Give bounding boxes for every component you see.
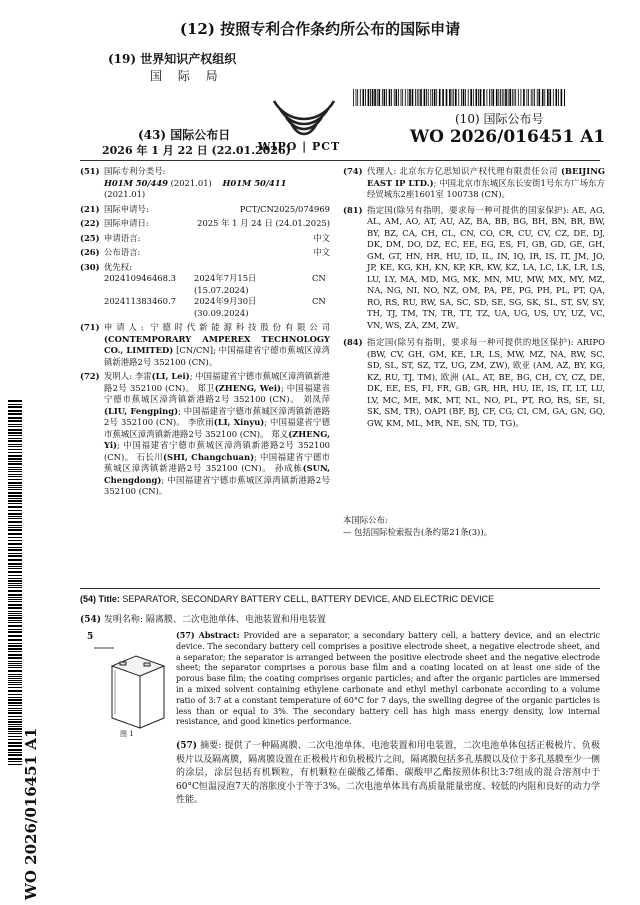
header-divider	[80, 160, 600, 161]
ipc-code-2: H01M 50/411	[222, 177, 287, 188]
publication-date: 2026 年 1 月 22 日 (22.01.2026)	[102, 144, 291, 157]
field-22: (22) 国际申请日: 2025 年 1 月 24 日 (24.01.2025)	[80, 218, 330, 228]
bibliographic-right-column	[343, 166, 605, 432]
bureau-name: 国 际 局	[150, 69, 224, 83]
barcode-horizontal	[353, 89, 565, 106]
organization-name: (19) 世界知识产权组织	[108, 52, 237, 66]
side-publication-number: WO 2026/016451 A1	[22, 727, 40, 900]
document-type-title: (12) 按照专利合作条约所公布的国际申请	[179, 20, 461, 38]
field-30: (30) 优先权: 202410946468.3 2024年7月15日 (15.07.2024) CN 202411383460.7 2024年9月30日 (30.09.2024) CN	[80, 262, 330, 320]
title-english: (54) Title: SEPARATOR, SECONDARY BATTERY CELL, BATTERY DEVICE, AND ELECTRIC DEVICE	[80, 594, 495, 604]
title-divider	[80, 588, 600, 589]
priority-row: 202411383460.7 2024年9月30日 (30.09.2024) CN	[104, 296, 326, 318]
field-26: (26) 公布语言: 中文	[80, 247, 330, 257]
field-25: (25) 申请语言: 中文	[80, 232, 330, 243]
published-with: 本国际公布: — 包括国际检索报告(条约第21条(3))。	[343, 515, 492, 537]
field-84-regional-states: (84) 指定国(除另有指明，要求每一种可提供的地区保护): ARIPO (BW, CV, GH, GM, KE, LR, LS, MW, MZ, NA, RW, SC, SD, SL, ST, SZ, TZ, UG, ZM, ZW), 欧亚 (AM, AZ, BY, KG, KZ, RU, TJ, TM), 欧洲 (AL, AT, BE, BG, CH, CY, CZ, DE, DK, EE, ES, FI, FR, GB, GR, HR, HU, IE, IS, IT, LT, LU, LV, MC, ME, MK, MT, NL, NO, PL, PT, RO, RS, SE, SI, SK, SM, TR), OAPI (BF, BJ, CF, CG, CI, CM, GA, GN, GQ, GW, KM, ML, MR, NE, SN, TD, TG)。	[343, 337, 605, 428]
publication-date-label: (43) 国际公布日	[138, 128, 231, 142]
abstract-chinese: (57) 摘要: 提供了一种隔离膜、二次电池单体、电池装置和用电装置，二次电池单体包括正极极片、负极极片以及隔离膜，隔离膜设置在正极极片和负极极片之间，隔离膜包括多孔基膜以及位于多孔基膜至少一侧的涂层，涂层包括有机颗粒，有机颗粒在碳酸乙烯酯、碳酸甲乙酯按照体积比3:7组成的混合溶剂中于60°C恒温浸泡7天的溶胀度小于等于3%。二次电池单体具有高质量能量密度、较低的内阻和良好的动力学性能。	[176, 741, 600, 805]
field-72-inventors: (72) 发明人: 李雷(LI, Lei); 中国福建省宁德市蕉城区漳湾镇新港路2号 352100 (CN)。 郑卫(ZHENG, Wei); 中国福建省宁德市蕉城区漳湾镇新港路2号 352100 (CN)。 刘凤萍(LIU, Fengping); 中国福建省宁德市蕉城区漳湾镇新港路2号 352100 (CN)。 李欣雨(LI, Xinyu); 中国福建省宁德市蕉城区漳湾镇新港路2号 352100 (CN)。 郑义(ZHENG, Yi); 中国福建省宁德市蕉城区漳湾镇新港路2号 352100 (CN)。 石长川(SHI, Changchuan); 中国福建省宁德市蕉城区漳湾镇新港路2号 352100 (CN)。 孙成栋(SUN, Chengdong); 中国福建省宁德市蕉城区漳湾镇新港路2号 352100 (CN)。	[80, 371, 331, 496]
wipo-pct-wordmark: WIPO | PCT	[258, 140, 341, 153]
title-chinese: (54) 发明名称: 隔离膜、二次电池单体、电池装置和用电装置	[80, 615, 326, 625]
figure-caption: 图 1	[120, 730, 134, 738]
priority-row: 202410946468.3 2024年7月15日 (15.07.2024) CN	[104, 273, 326, 295]
field-71-applicant: (71) 申请人: 宁德时代新能源科技股份有限公司 (CONTEMPORARY AMPEREX TECHNOLOGY CO., LIMITED) [CN/CN]; 中国福建省宁德市蕉城区漳湾镇新港路2号 352100 (CN)。	[80, 322, 330, 367]
ipc-label: 国际专利分类号:	[104, 166, 166, 176]
bibliographic-left-column	[80, 166, 330, 501]
publication-number: WO 2026/016451 A1	[410, 127, 606, 147]
battery-cell-figure	[92, 644, 172, 730]
field-51: (51) 国际专利分类号: H01M 50/449 (2021.01) H01M 50/411 (2021.01)	[80, 166, 330, 201]
barcode-vertical	[8, 400, 22, 765]
filing-date: 2025 年 1 月 24 日 (24.01.2025)	[197, 218, 330, 228]
figure-reference-number: 5	[87, 632, 94, 642]
ipc-code-1: H01M 50/449	[104, 177, 168, 188]
field-74-agent: (74) 代理人: 北京东方亿思知识产权代理有限责任公司 (BEIJING EAST IP LTD.); 中国北京市东城区东长安街1号东方广场东方经贸城东2座1601室 100738 (CN)。	[343, 166, 605, 199]
field-81-designated-states: (81) 指定国(除另有指明，要求每一种可提供的国家保护): AE, AG, AL, AM, AO, AT, AU, AZ, BA, BB, BG, BH, BN, BR, BW, BY, BZ, CA, CH, CL, CN, CO, CR, CU, CV, CZ, DE, DJ, DK, DM, DO, DZ, EC, EE, EG, ES, FI, GB, GD, GE, GH, GM, GT, HN, HR, HU, ID, IL, IN, IQ, IR, IS, IT, JM, JO, JP, KE, KG, KH, KN, KP, KR, KW, KZ, LA, LC, LK, LR, LS, LU, LY, MA, MD, MG, MK, MN, MU, MW, MX, MY, MZ, NA, NG, NI, NO, NZ, OM, PA, PE, PG, PH, PL, PT, QA, RO, RS, RU, RW, SA, SC, SD, SE, SG, SK, SL, ST, SV, SY, TH, TJ, TM, TN, TR, TT, TZ, UA, UG, US, UY, UZ, VC, VN, WS, ZA, ZM, ZW。	[343, 204, 605, 330]
abstract-english: (57) Abstract: Provided are a separator, a secondary battery cell, a battery device, and an electric device. The secondary battery cell comprises a positive electrode sheet, a negative electrode sheet, and a separator; the separator is arranged between the positive electrode sheet and the negative electrode sheet; the separator comprises a porous base film and a coating located on at least one side of the porous base film; the coating comprises organic particles; and after the organic particles are immersed in a mixed solvent containing ethylene carbonate and ethyl methyl carbonate according to a volume ratio of 3:7 at a constant temperature of 60°C for 7 days, the swelling degree of the organic particles is less than or equal to 3%. The secondary battery cell has high mass energy density, low internal resistance, and good kinetics performance.	[176, 630, 601, 727]
application-number: PCT/CN2025/074969	[239, 203, 330, 214]
wipo-logo-icon	[268, 95, 340, 141]
field-21: (21) 国际申请号: PCT/CN2025/074969	[80, 203, 330, 214]
publication-number-label: (10) 国际公布号	[455, 112, 544, 126]
